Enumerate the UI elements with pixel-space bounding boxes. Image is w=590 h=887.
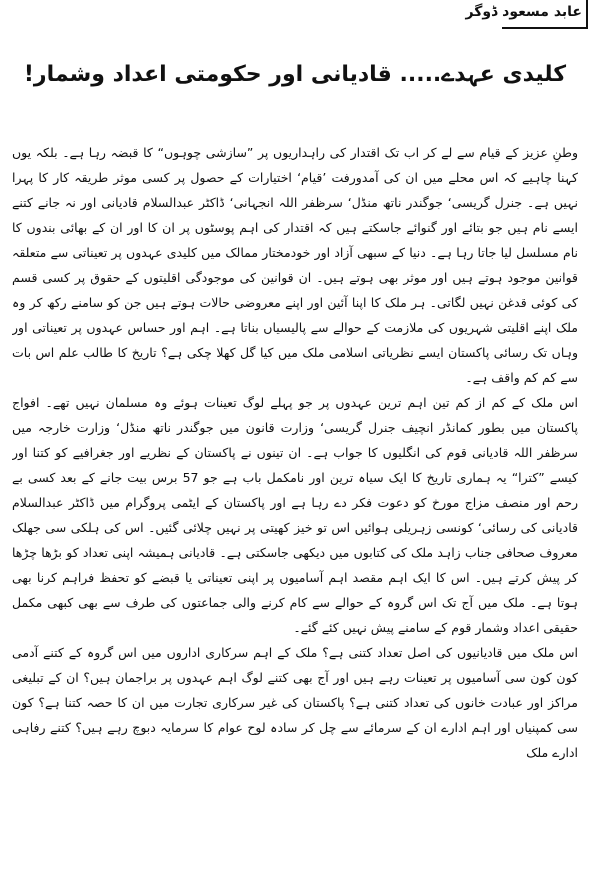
article-paragraph-3: اس ملک میں قادیانیوں کی اصل تعداد کتنی ہے؟ ملک کے اہم سرکاری اداروں میں اس گروہ کے کتنے آدمی کون کون سی آسامیوں پر تعینات رہے ہیں اور آج بھی کتنے لوگ اہم عہدوں پر براجمان ہیں؟ ان کے تبلیغی مراکز اور عبادت خانوں کی تعداد کتنی ہے؟ پاکستان کی غیر سرکاری تجارت میں ان کا حصہ کتنا ہے؟ کون سی کمپنیاں اور اہم ادارے ان کے سرمائے سے چل کر سادہ لوح عوام کا سرمایہ دبوچ رہے ہیں؟ کتنے رفاہی ادارے ملک <box>12 645 578 760</box>
article-paragraph-1: وطنِ عزیز کے قیام سے لے کر اب تک اقتدار کی راہداریوں پر ”سازشی چوہوں“ کا قبضہ رہا ہے۔ بلکہ یوں کہنا چاہیے کہ اس محلے میں ان کی آمدورفت ’قیام‘ اختیارات کے حصول پر کسی موثر طریقہ کار کا پہرا نہیں ہے۔ جنرل گریسی‘ جوگندر ناتھ منڈل‘ سرظفر اللہ انجہانی‘ ڈاکٹر عبدالسلام قادیانی اور نہ جانے کتنے ایسے نام ہیں جو بتائے اور گنوائے جاسکتے ہیں کہ اقتدار کی اہم پوسٹوں پر ان کا اور ان کے بھائی بندوں کا نام مسلسل لیا جاتا رہا ہے۔ دنیا کے سبھی آزاد اور خودمختار ممالک میں کلیدی عہدوں پر تعیناتی سے متعلقہ قوانین موجود ہوتے ہیں اور موثر بھی ہوتے ہیں۔ ان قوانین کی موجودگی اقلیتوں کے حقوق پر کسی قسم کی کوئی قدغن نہیں لگاتی۔ ہر ملک کا اپنا آئین اور اپنے معروضی حالات ہوتے ہیں جن کو سامنے رکھ کر وہ ملک اپنے اقلیتی شہریوں کی ملازمت کے حوالے سے پالیسیاں بناتا ہے۔ اہم اور حساس عہدوں پر تعیناتی اور وہاں تک رسائی پاکستان ایسے نظریاتی اسلامی ملک میں کیا گل کھلا چکی ہے؟ تاریخ کا طالب علم اس بات سے کم کم واقف ہے۔ <box>12 145 578 385</box>
byline-horizontal-rule <box>502 27 588 29</box>
article-body <box>12 140 578 885</box>
article-headline: کلیدی عہدے..... قادیانی اور حکومتی اعداد وشمار! <box>23 62 567 87</box>
byline-vertical-rule <box>586 0 588 28</box>
article-paragraph-2: اس ملک کے کم از کم تین اہم ترین عہدوں پر جو پہلے لوگ تعینات ہوئے وہ مسلمان نہیں تھے۔ افواج پاکستان میں بطور کمانڈر انچیف جنرل گریسی‘ وزارت قانون میں جوگندر ناتھ منڈل‘ وزارت خارجہ میں سرظفر اللہ قادیانی قوم کی انگلیوں کا جواب ہے۔ ان تینوں نے پاکستان کے نظریے اور جغرافیے کو کتنا اور کیسے ”کترا“ یہ ہماری تاریخ کا ایک سیاہ ترین اور نامکمل باب ہے جو 57 برس بیت جانے کے بعد کسی بے رحم اور منصف مزاج مورخ کو دعوت فکر دے رہا ہے اور پاکستان کے ایٹمی پروگرام میں ڈاکٹر عبدالسلام قادیانی کی رسائی‘ کونسی زہریلی ہوائیں اس تو خیز کھیتی پر نہیں چلائی گئیں۔ اس کی ہلکی سی جھلک معروف صحافی جناب زاہد ملک کی کتابوں میں دیکھی جاسکتی ہے۔ قادیانی ہمیشہ اپنی تعداد کو بڑھا چڑھا کر پیش کرتے ہیں۔ اس کا ایک اہم مقصد اہم آسامیوں پر اپنی تعیناتی یا قبضے کو تحفظ فراہم کرنا بھی ہوتا ہے۔ ملک میں آج تک اس گروہ کے حوالے سے کام کرنے والی جماعتوں کی طرف سے بھی کبھی مکمل حقیقی اعداد وشمار قوم کے سامنے پیش نہیں کئے گئے۔ <box>12 395 578 635</box>
author-byline: عابد مسعود ڈوگر <box>465 4 582 20</box>
